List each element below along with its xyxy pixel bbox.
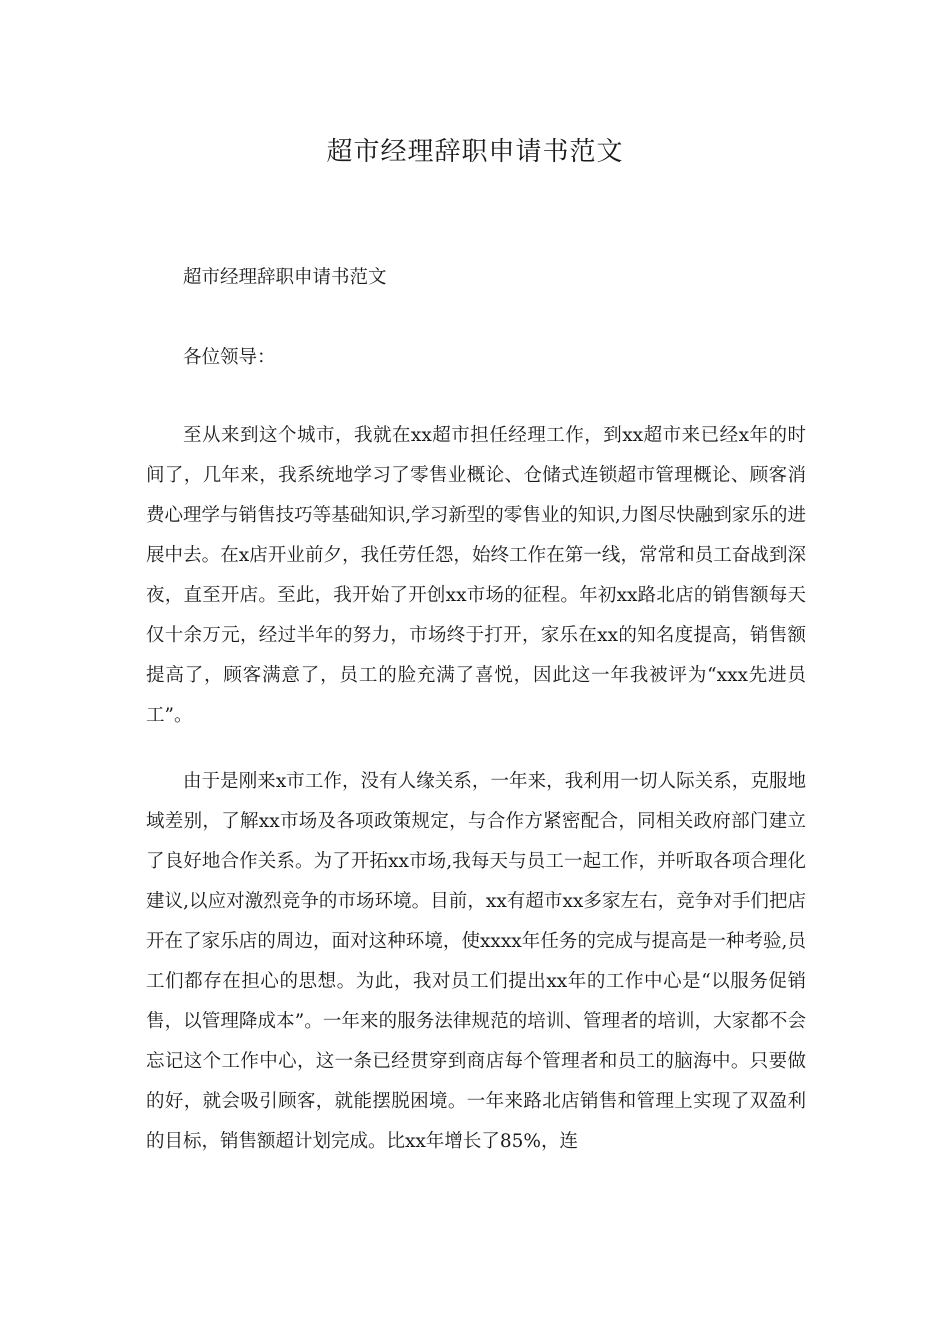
document-subtitle: 超市经理辞职申请书范文 [183, 267, 387, 288]
paragraph-2: 由于是刚来x市工作，没有人缘关系，一年来，我利用一切人际关系，克服地域差别，了解xx市场及各项政策规定，与合作方紧密配合，同相关政府部门建立了良好地合作关系。为了开拓xx市场,我每天与员工一起工作，并听取各项合理化建议,以应对激烈竞争的市场环境。目前，xx有超市xx多家左右，竞争对手们把店开在了家乐店的周边，面对这种环境，使xxxx年任务的完成与提高是一种考验,员工们都存在担心的思想。为此，我对员工们提出xx年的工作中心是“以服务促销售，以管理降成本”。一年来的服务法律规范的培训、管理者的培训，大家都不会忘记这个工作中心，这一条已经贯穿到商店每个管理者和员工的脑海中。只要做的好，就会吸引顾客，就能摆脱困境。一年来路北店销售和管理上实现了双盈利的目标，销售额超计划完成。比xx年增长了85%，连 [146, 771, 806, 1152]
salutation: 各位领导： [183, 347, 276, 368]
document-title: 超市经理辞职申请书范文 [326, 137, 624, 167]
paragraph-1: 至从来到这个城市，我就在xx超市担任经理工作，到xx超市来已经x年的时间了，几年来，我系统地学习了零售业概论、仓储式连锁超市管理概论、顾客消费心理学与销售技巧等基础知识,学习新型的零售业的知识,力图尽快融到家乐的进展中去。在x店开业前夕，我任劳任怨，始终工作在第一线，常常和员工奋战到深夜，直至开店。至此，我开始了开创xx市场的征程。年初xx路北店的销售额每天仅十余万元，经过半年的努力，市场终于打开，家乐在xx的知名度提高，销售额提高了，顾客满意了，员工的脸充满了喜悦，因此这一年我被评为“xxx先进员工”。 [146, 425, 806, 726]
